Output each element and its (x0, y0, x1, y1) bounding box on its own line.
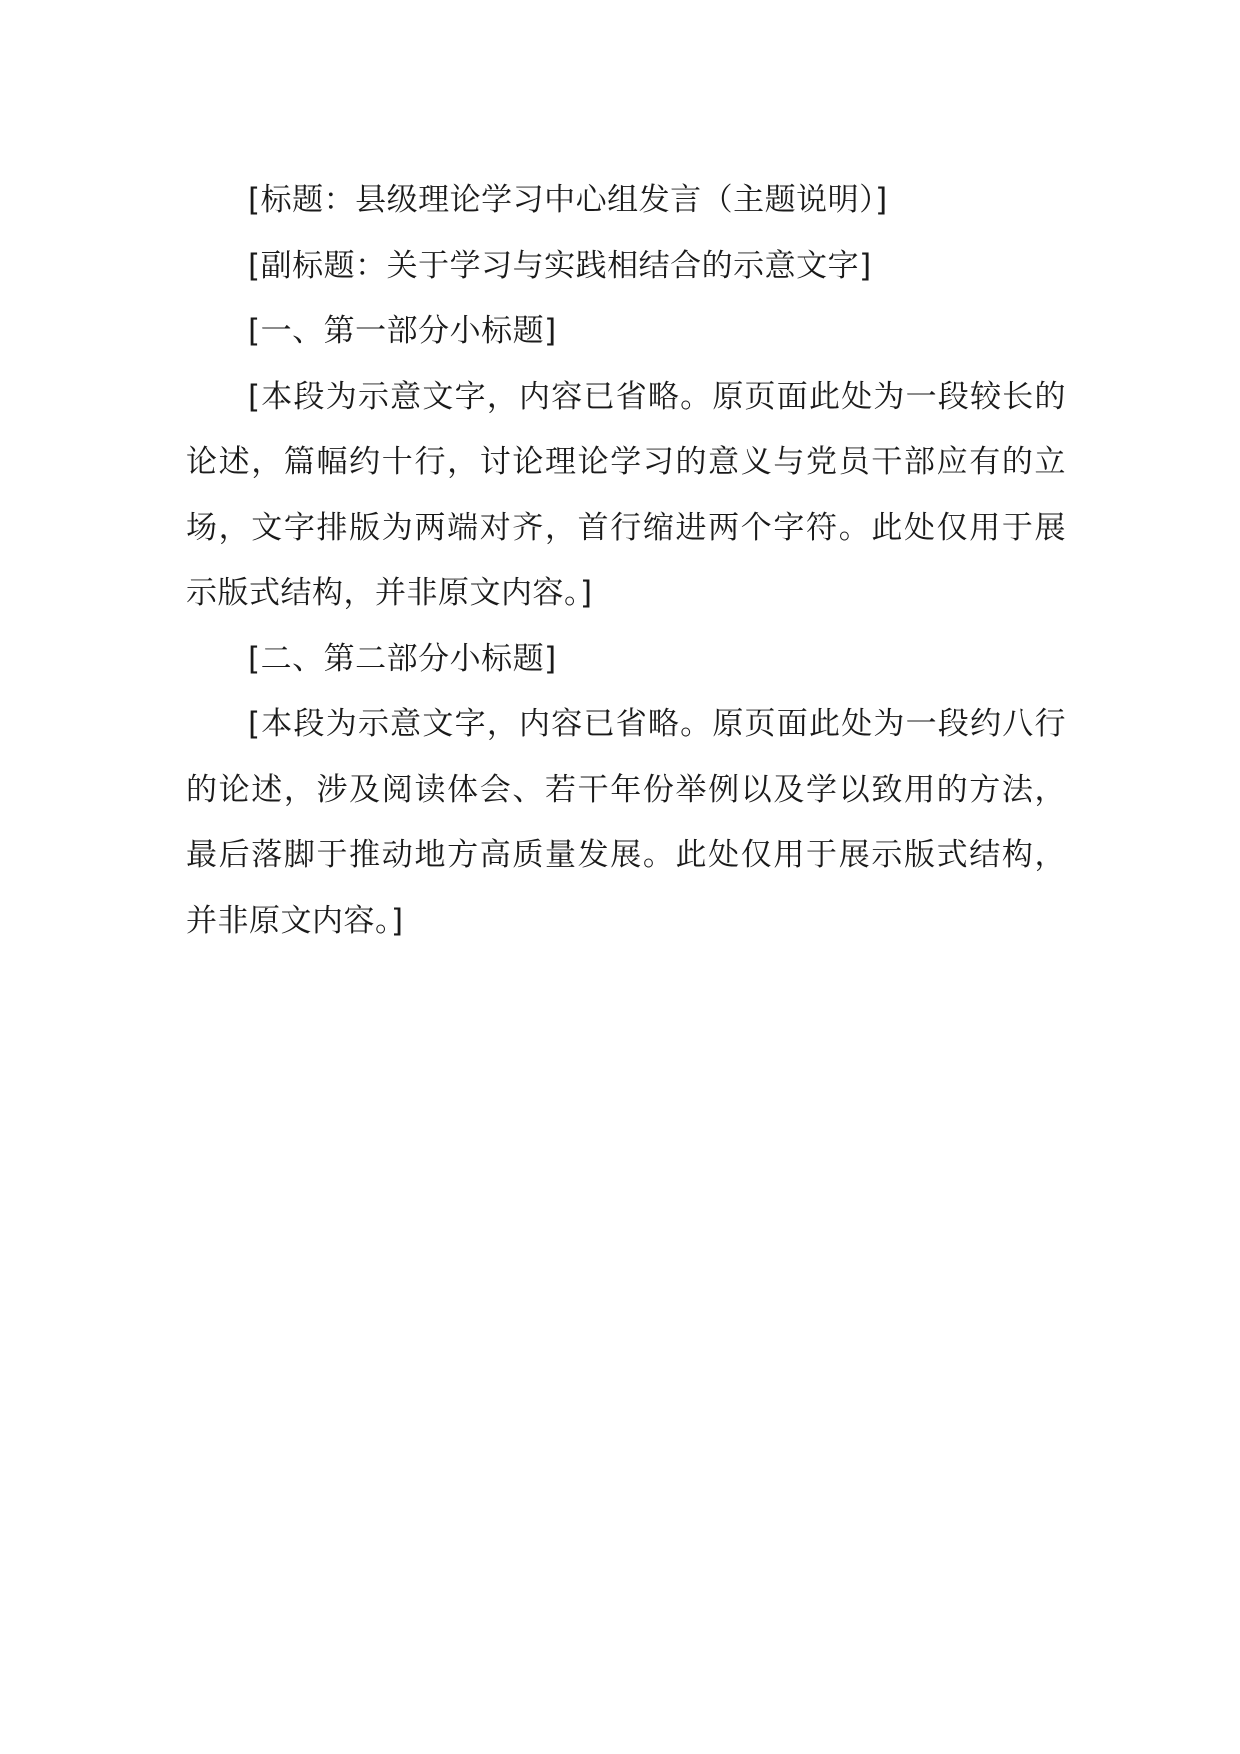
document-body (186, 168, 1066, 954)
body-paragraph-1: [本段为示意文字，内容已省略。原页面此处为一段较长的论述，篇幅约十行，讨论理论学习的意义与党员干部应有的立场，文字排版为两端对齐，首行缩进两个字符。此处仅用于展示版式结构，并非原文内容。] (186, 378, 1066, 611)
document-subtitle: [副标题：关于学习与实践相结合的示意文字] (248, 247, 872, 284)
document-title: [标题：县级理论学习中心组发言（主题说明）] (248, 182, 888, 218)
body-paragraph-2: [本段为示意文字，内容已省略。原页面此处为一段约八行的论述，涉及阅读体会、若干年份举例以及学以致用的方法，最后落脚于推动地方高质量发展。此处仅用于展示版式结构，并非原文内容。] (186, 706, 1066, 939)
section-heading-2: [二、第二部分小标题] (248, 640, 557, 677)
section-heading-1: [一、第一部分小标题] (248, 313, 557, 349)
